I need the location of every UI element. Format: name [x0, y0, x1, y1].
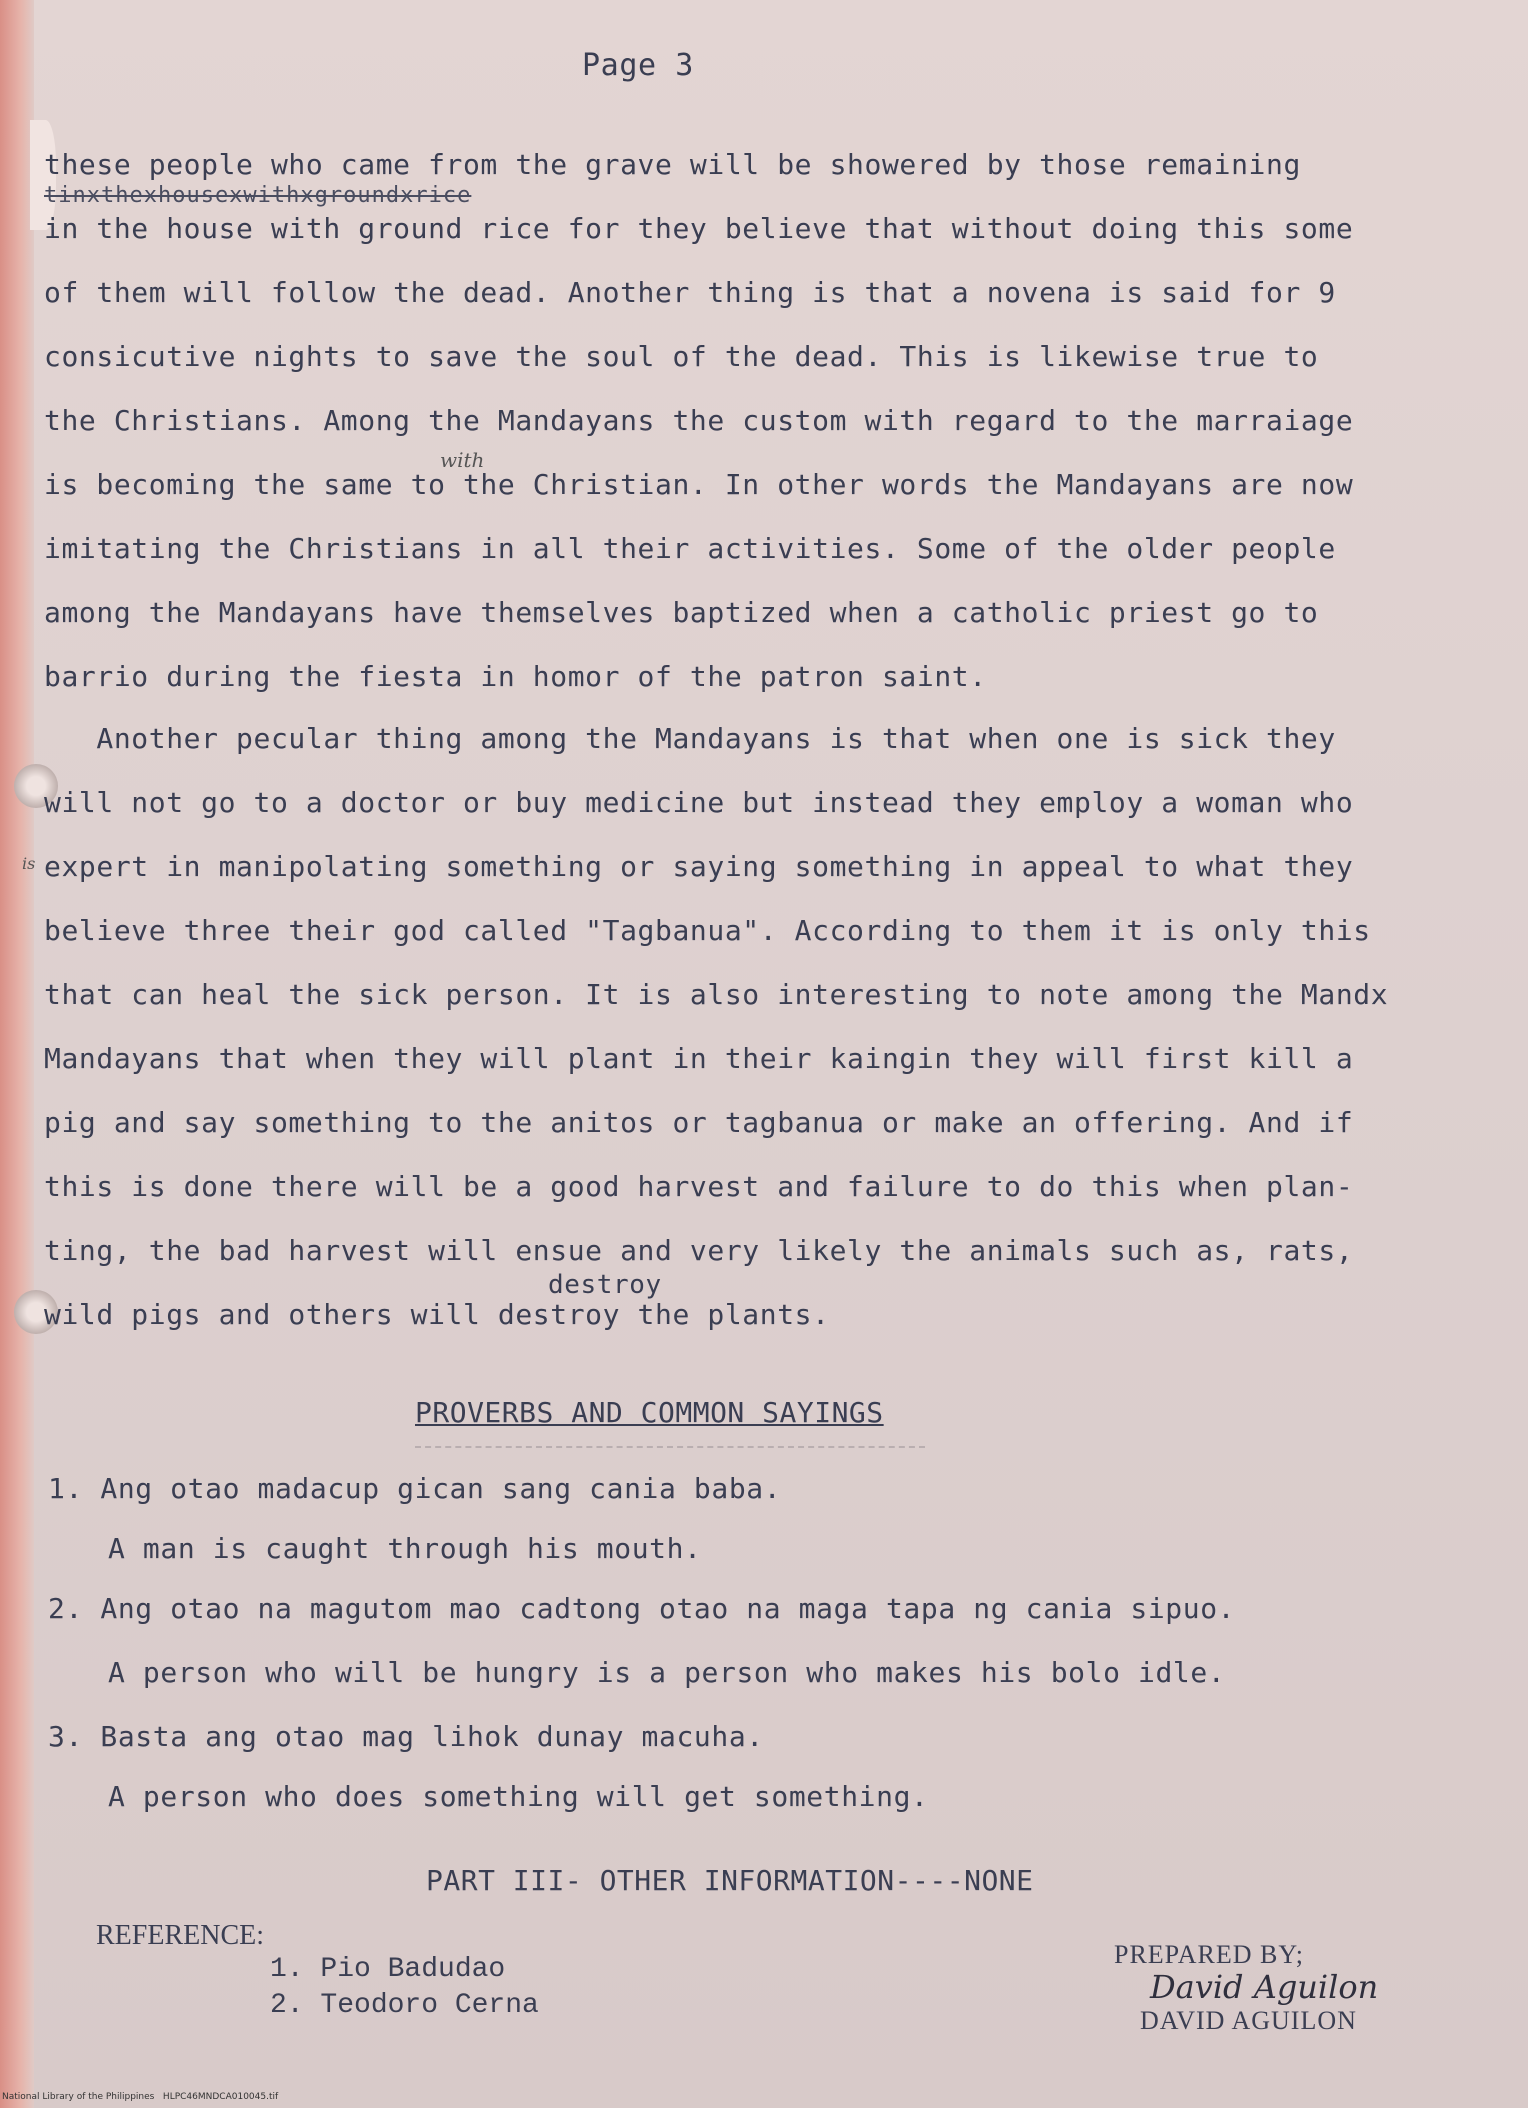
struck-text: tinxthexhousexwithxgroundxrice — [44, 183, 472, 208]
proverbs-heading: PROVERBS AND COMMON SAYINGS — [415, 1396, 884, 1429]
body-line-10: Another pecular thing among the Mandayans is that when one is sick they — [44, 722, 1336, 755]
body-line-2: in the house with ground rice for they believe that without doing this some — [44, 212, 1354, 245]
archive-footer: National Library of the Philippines HLPC46MNDCA010045.tif — [2, 2092, 279, 2102]
body-line-8: among the Mandayans have themselves baptized when a catholic priest go to — [44, 596, 1319, 629]
body-line-16: pig and say something to the anitos or tagbanua or make an offering. And if — [44, 1106, 1354, 1139]
handwritten-signature: David Aguilon — [1150, 1968, 1379, 2006]
body-line-6: is becoming the same to the Christian. In other words the Mandayans are now — [44, 468, 1354, 501]
typed-insert-destroy: destroy — [548, 1270, 662, 1300]
proverb-3-original: 3. Basta ang otao mag lihok dunay macuha. — [48, 1720, 764, 1753]
reference-2: 2. Teodoro Cerna — [270, 1990, 539, 2021]
reference-label: REFERENCE: — [96, 1920, 265, 1951]
proverb-2-original: 2. Ang otao na magutom mao cadtong otao na maga tapa ng cania sipuo. — [48, 1592, 1236, 1625]
body-line-1: these people who came from the grave will be showered by those remaining — [44, 148, 1301, 181]
preparer-name: DAVID AGUILON — [1140, 2006, 1357, 2035]
proverb-1-translation: A man is caught through his mouth. — [108, 1532, 702, 1565]
proverb-1-original: 1. Ang otao madacup gican sang cania baba. — [48, 1472, 782, 1505]
dotted-rule — [415, 1446, 925, 1448]
body-line-3: of them will follow the dead. Another thing is that a novena is said for 9 — [44, 276, 1336, 309]
handwritten-correction-is: is — [22, 854, 36, 873]
body-line-5: the Christians. Among the Mandayans the custom with regard to the marraiage — [44, 404, 1354, 437]
body-line-7: imitating the Christians in all their activities. Some of the older people — [44, 532, 1336, 565]
body-line-19: wild pigs and others will destroy the plants. — [44, 1298, 830, 1331]
body-line-18: ting, the bad harvest will ensue and very likely the animals such as, rats, — [44, 1234, 1354, 1267]
body-line-12: expert in manipolating something or saying something in appeal to what they — [44, 850, 1354, 883]
proverb-3-translation: A person who does something will get something. — [108, 1780, 929, 1813]
handwritten-correction-with: with — [440, 448, 485, 472]
part-three-heading: PART III- OTHER INFORMATION----NONE — [426, 1864, 1034, 1897]
prepared-by-label: PREPARED BY; — [1114, 1940, 1304, 1969]
body-line-9: barrio during the fiesta in homor of the patron saint. — [44, 660, 987, 693]
body-line-11: will not go to a doctor or buy medicine but instead they employ a woman who — [44, 786, 1354, 819]
body-line-14: that can heal the sick person. It is also interesting to note among the Mandx — [44, 978, 1389, 1011]
body-line-15: Mandayans that when they will plant in their kaingin they will first kill a — [44, 1042, 1354, 1075]
reference-1: 1. Pio Badudao — [270, 1954, 506, 1985]
page-number: Page 3 — [582, 48, 694, 83]
body-line-4: consicutive nights to save the soul of the dead. This is likewise true to — [44, 340, 1319, 373]
page-edge — [0, 0, 34, 2108]
body-line-17: this is done there will be a good harvest and failure to do this when plan- — [44, 1170, 1354, 1203]
body-line-13: believe three their god called "Tagbanua". According to them it is only this — [44, 914, 1371, 947]
proverb-2-translation: A person who will be hungry is a person who makes his bolo idle. — [108, 1656, 1226, 1689]
